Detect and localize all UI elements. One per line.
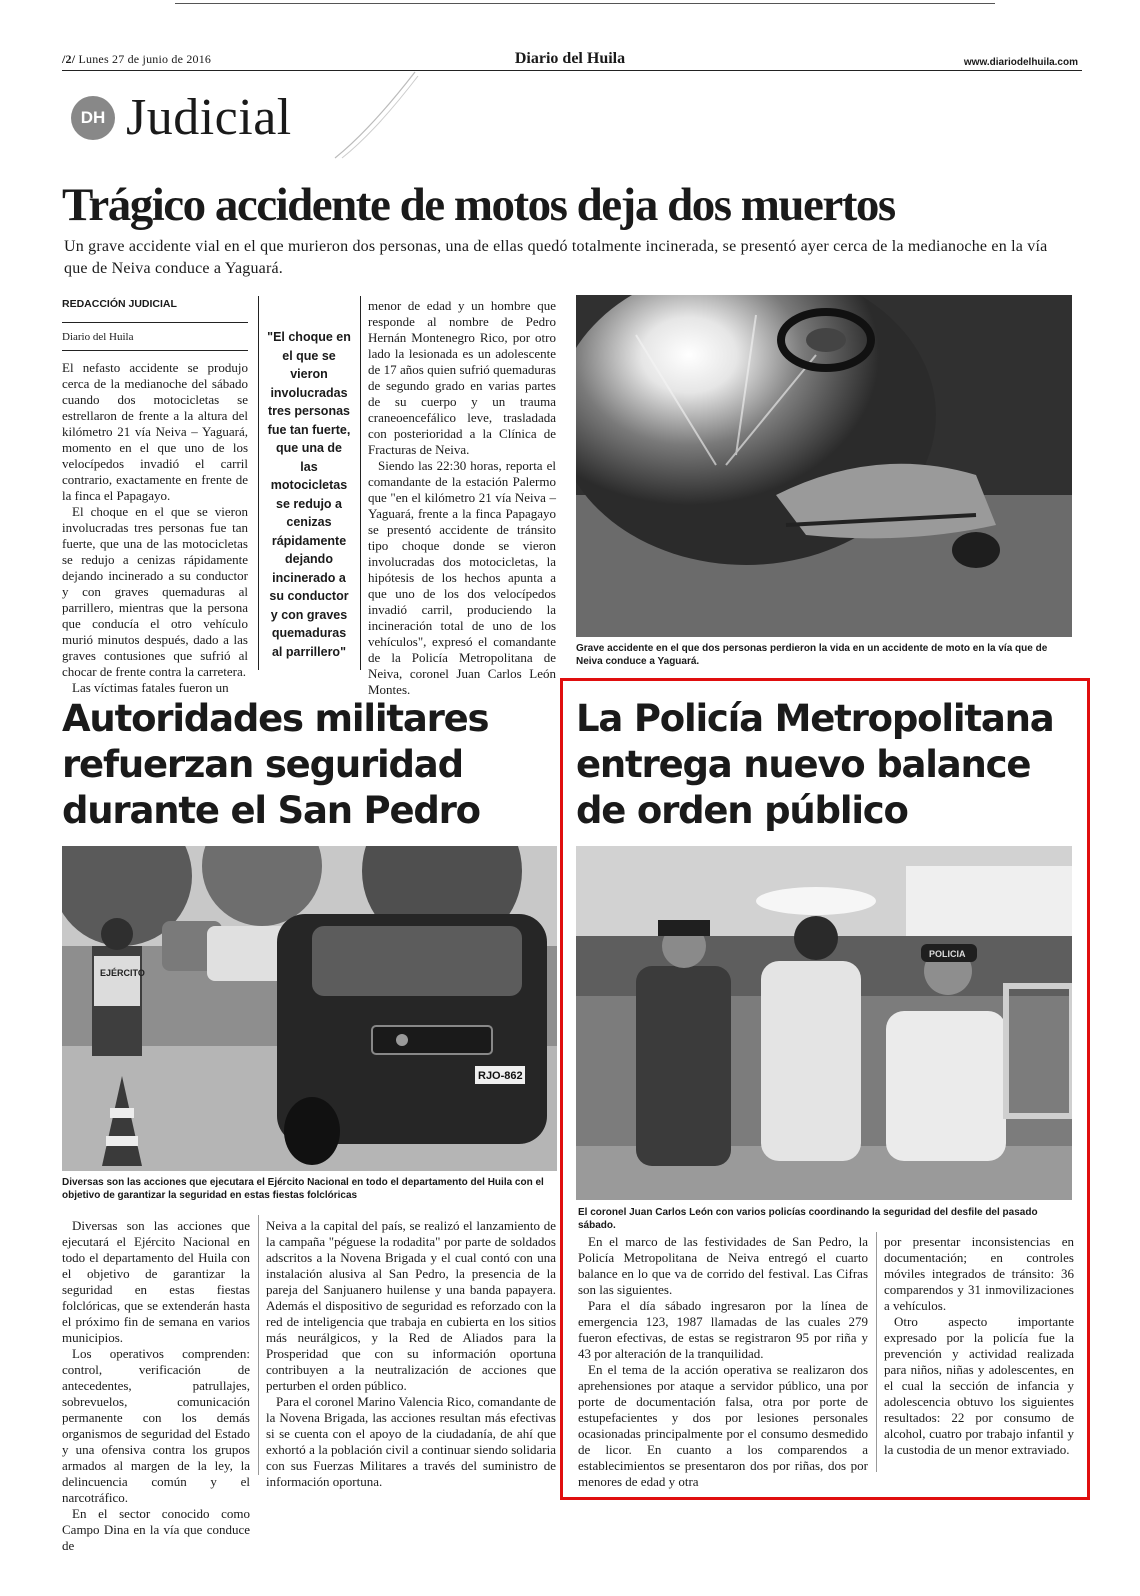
paragraph: Otro aspecto importante expresado por la policía fue la prevención y actividad realizada para niños, niñas y adolescentes, en el cual la sección de infancia y adolescencia obtuvo los siguientes resultados: 22 por consumo de alcohol, cuatro por trabajo infantil y la custodia de un menor extraviado.	[884, 1314, 1074, 1457]
column-rule	[258, 1215, 259, 1475]
page-number: /2/	[62, 52, 76, 66]
header-rule	[62, 70, 1082, 71]
paragraph: Para el coronel Marino Valencia Rico, comandante de la Novena Brigada, las acciones resultan más efectivas si se cuenta con el apoyo de la ciudadanía, de ahí que exhortó a la población civil a continuar siendo solidaria con sus Fuerzas Militares a través del suministro de información oportuna.	[266, 1394, 556, 1489]
paragraph: Las víctimas fatales fueron un	[72, 680, 229, 695]
article1-source: Diario del Huila	[62, 331, 134, 343]
source-rule	[62, 350, 248, 351]
accident-scene-illustration	[576, 295, 1072, 637]
issue-date: Lunes 27 de junio de 2016	[78, 52, 212, 66]
paragraph: En el marco de las festividades de San Pedro, la Policía Metropolitana de Neiva entregó el cuarto balance en lo que va de corrido del festival. Las Cifras son las siguientes.	[578, 1234, 868, 1297]
checkpoint-scene-illustration	[62, 846, 557, 1171]
article1-column-1	[62, 360, 248, 696]
article1-byline: REDACCIÓN JUDICIAL	[62, 298, 177, 310]
police-scene-illustration	[576, 846, 1072, 1200]
article1-headline: Trágico accidente de motos deja dos muertos	[62, 179, 895, 231]
checkpoint-photo	[62, 846, 557, 1171]
accident-photo	[576, 295, 1072, 637]
masthead: Diario del Huila	[514, 50, 626, 67]
website-url: www.diariodelhuila.com	[963, 57, 1078, 68]
license-plate: RJO-862	[478, 1070, 523, 1082]
police-photo-caption: El coronel Juan Carlos León con varios policías coordinando la seguridad del desfile del pasado sábado.	[578, 1207, 1038, 1231]
article3-column-2	[884, 1234, 1074, 1458]
section-title: Judicial	[126, 89, 292, 146]
column-rule	[258, 296, 259, 670]
section-swoosh	[330, 70, 420, 160]
column-rule	[876, 1232, 877, 1472]
top-rule	[175, 3, 995, 4]
paragraph: Para el día sábado ingresaron por la línea de emergencia 123, 1987 llamadas de las cuales 279 fueron efectivas, de estas se registraron 95 por riña y 43 por alteración de la tranquilidad.	[578, 1298, 868, 1361]
article1-lede: Un grave accidente vial en el que murieron dos personas, una de ellas quedó totalmente incinerada, se presentó ayer cerca de la medianoche en la vía que de Neiva conduce a Yaguará.	[64, 238, 1048, 277]
column-rule	[360, 296, 361, 670]
byline-rule	[62, 322, 248, 323]
paragraph: Diversas son las acciones que ejecutará el Ejército Nacional en todo el departamento del Huila con el objetivo de garantizar la seguridad en estas fiestas folclóricas, que se extenderán hasta el próximo fin de semana en varios municipios.	[62, 1218, 250, 1345]
article2-column-1	[62, 1218, 250, 1554]
paragraph: Los operativos comprenden: control, verificación de antecedentes, patrullajes, sobrevuelos, comunicación permanente con los demás organismos de seguridad del Estado y una ofensiva contra los grupos armados al margen de la ley, la delincuencia común y el narcotráfico.	[62, 1346, 250, 1505]
paragraph: El choque en el que se vieron involucradas tres personas fue tan fuerte, que una de las motocicletas se redujo a cenizas rápidamente dejando incinerado a su conductor y con graves quemaduras al parrillero, mientras que la persona que conducía el otro vehículo murió minutos después, dado a las graves contusiones que sufrió al chocar de frente contra la carretera.	[62, 504, 248, 679]
paragraph: Neiva a la capital del país, se realizó el lanzamiento de la campaña "péguese la rodadita" por parte de soldados adscritos a la Novena Brigada y el cual contó con una instalación alusiva al San Pedro, la presencia de la pareja del Sanjuanero huilense y una banda papayera. Además el dispositivo de seguridad es reforzado con la red de inteligencia que trabaja en cubierta en los sitios más neurálgicos, y la Red de Aliados para la Prosperidad que con su información oportuna contribuyen a la neutralización de acciones que perturben el orden público.	[266, 1218, 556, 1393]
section-logo: DH	[71, 96, 115, 140]
article1-column-3	[368, 298, 556, 698]
paragraph: En el tema de la acción operativa se realizaron dos aprehensiones por ataque a servidor público, una por porte de documentación falsa, otra por porte de estupefacientes y dos por lesiones personales ocasionadas principalmente por el consumo desmedido de licor. En cuanto a los comparendos a establecimientos se presentaron dos por riñas, dos por menores de edad y otra	[578, 1362, 868, 1489]
police-photo	[576, 846, 1072, 1200]
cap-badge-text: POLICIA	[929, 949, 966, 959]
paragraph: En el sector conocido como Campo Dina en la vía que conduce de	[62, 1506, 250, 1553]
article3-headline: La Policía Metropolitana entrega nuevo balance de orden público	[576, 697, 1054, 832]
accident-photo-caption: Grave accidente en el que dos personas perdieron la vida en un accidente de moto en la vía que de Neiva conduce a Yaguará.	[576, 643, 1048, 667]
checkpoint-photo-caption: Diversas son las acciones que ejecutara el Ejército Nacional en todo el departamento del Huila con el objetivo de garantizar la seguridad en estas fiestas folclóricas	[62, 1177, 544, 1201]
vest-text: EJÉRCITO	[100, 968, 145, 978]
article2-headline: Autoridades militares refuerzan seguridad durante el San Pedro	[62, 697, 489, 832]
paragraph: Siendo las 22:30 horas, reporta el comandante de la estación Palermo que "en el kilómetro 21 vía Neiva – Yaguará, frente a la finca Papagayo se presentó accidente de tránsito tipo choque donde se vieron involucradas dos motocicletas, la hipótesis de los hechos apunta a que uno de los dos velocípedos invadió carril, produciendo la incineración total de uno de los vehículos", expresó el comandante de la Policía Metropolitana de Neiva, coronel Juan Carlos León Montes.	[368, 458, 556, 697]
pull-quote: "El choque en el que se vieron involucradas tres personas fue tan fuerte, que una de las motocicletas se redujo a cenizas rápidamente dejando incinerado a su conductor y con graves quemaduras al parrillero"	[267, 330, 351, 659]
paragraph: El nefasto accidente se produjo cerca de la medianoche del sábado cuando dos motocicletas se estrellaron de frente a la altura del kilómetro 21 vía Neiva – Yaguará, momento en el que uno de los velocípedos invadió el carril contrario, exactamente en frente de la finca el Papagayo.	[62, 360, 248, 503]
paragraph: por presentar inconsistencias en documentación; en controles móviles integrados de tránsito: 36 comparendos y 31 inmovilizaciones a vehículos.	[884, 1234, 1074, 1313]
article2-column-2	[266, 1218, 556, 1490]
paragraph: menor de edad y un hombre que responde al nombre de Pedro Hernán Montenegro Rico, por otro lado la lesionada es un adolescente de 17 años quien sufrió quemaduras de segundo grado en varias partes de su cuerpo y un trauma craneoencefálico leve, trasladada con posterioridad a la Clínica de Fracturas de Neiva.	[368, 298, 556, 457]
article3-column-1	[578, 1234, 868, 1490]
